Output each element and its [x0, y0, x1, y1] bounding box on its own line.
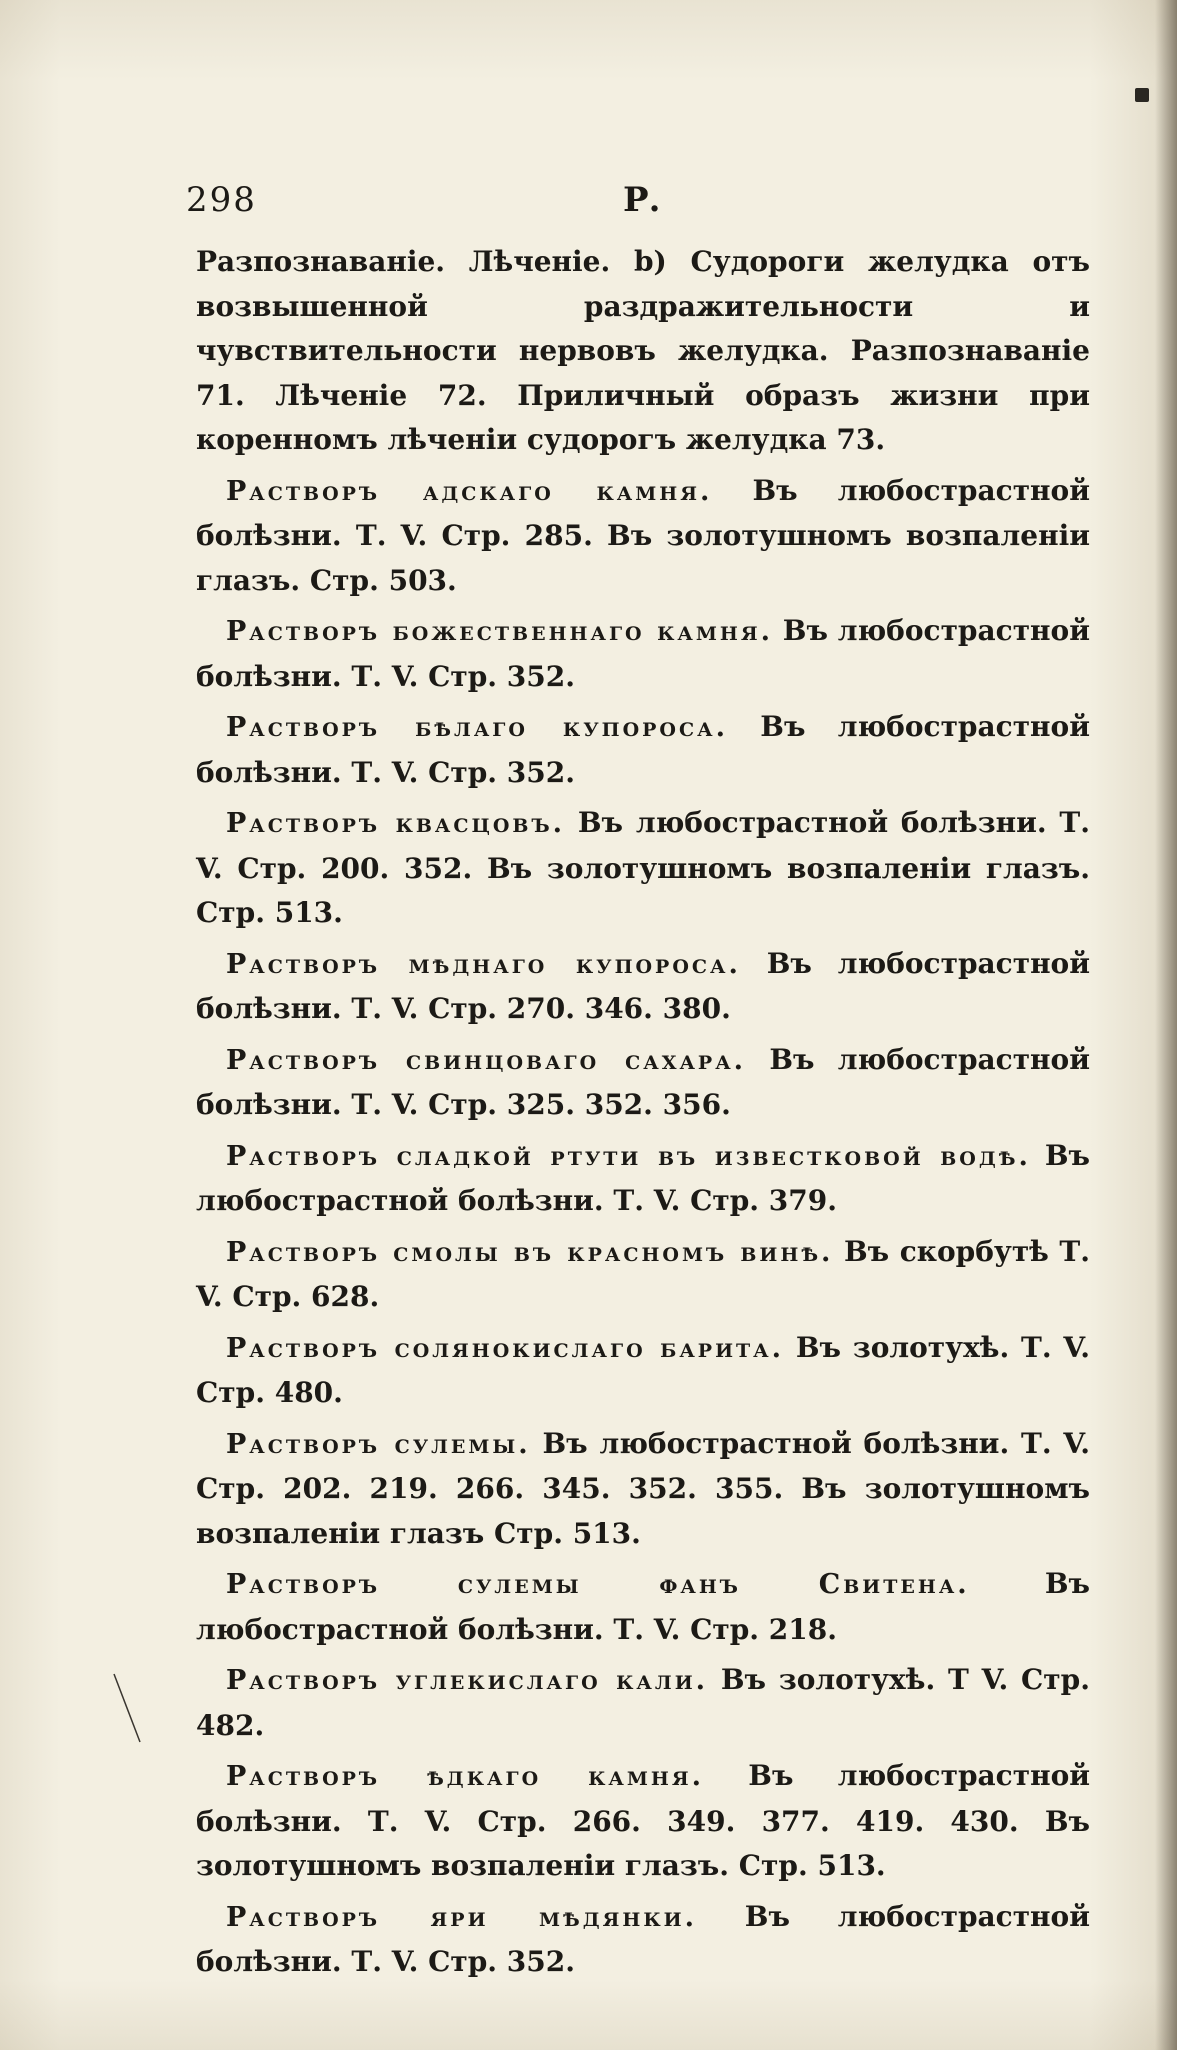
index-entry	[196, 801, 1090, 936]
entry-headword: Растворъ сладкой ртути въ известковой водѣ.	[226, 1140, 1031, 1172]
entry-headword: Растворъ бѣлаго купороса.	[226, 712, 728, 743]
entry-headword: Растворъ солянокислаго барита.	[226, 1332, 785, 1364]
entry-text: Въ любострастной болѣзни. Т. V. Стр. 352.	[196, 1899, 1090, 1978]
entry-text: Въ любострастной болѣзни. Т. V. Стр. 285. Въ золотушномъ возпаленіи глазъ. Стр. 503.	[196, 473, 1090, 597]
index-content	[196, 240, 1090, 1991]
entry-headword: Растворъ божественнаго камня.	[226, 616, 773, 647]
entry-text: Въ скорбутѣ Т. V. Стр. 628.	[196, 1234, 1091, 1313]
index-entry	[196, 942, 1090, 1032]
entry-headword: Растворъ смолы въ красномъ винѣ.	[226, 1236, 834, 1268]
ink-spot	[1135, 88, 1149, 102]
index-entry	[196, 1562, 1090, 1652]
index-entry	[196, 1422, 1090, 1557]
entry-text: Въ любострастной болѣзни. Т. V. Стр. 200. 352. Въ золотушномъ возпаленіи глазъ. Стр. 513.	[196, 806, 1090, 929]
index-entry	[196, 469, 1090, 604]
entry-headword: Растворъ свинцоваго сахара.	[226, 1044, 747, 1076]
entry-text: Въ любострастной болѣзни. Т. V. Стр. 202. 219. 266. 345. 352. 355. Въ золотушномъ возпаленіи глазъ Стр. 513.	[196, 1426, 1090, 1550]
entry-text: Въ любострастной болѣзни. Т. V. Стр. 270. 346. 380.	[196, 946, 1091, 1025]
index-entry	[196, 1230, 1090, 1320]
entry-headword: Растворъ квасцовъ.	[226, 808, 566, 839]
entry-headword: Растворъ сулемы.	[226, 1428, 531, 1460]
page-edge-shadow	[1155, 0, 1177, 2050]
entry-headword: Растворъ яри мѣдянки.	[226, 1901, 697, 1933]
entry-text: Въ любострастной болѣзни. Т. V. Стр. 218.	[196, 1567, 1091, 1646]
index-entry	[196, 1038, 1090, 1128]
index-entry	[196, 1134, 1090, 1224]
entry-text: Въ любострастной болѣзни. Т. V. Стр. 352.	[196, 710, 1090, 789]
entry-text: Въ любострастной болѣзни. Т. V. Стр. 325. 352. 356.	[196, 1042, 1090, 1121]
index-entry	[196, 1754, 1090, 1889]
entry-headword: Растворъ мѣднаго купороса.	[226, 948, 741, 980]
intro-paragraph: Разпознаваніе. Лѣченіе. b) Судороги желудка отъ возвышенной раздражительности и чувствительности нервовъ желудка. Разпознаваніе 71. Лѣченіе 72. Приличный образъ жизни при коренномъ лѣченіи судорогъ желудка 73.	[196, 245, 1090, 456]
index-entry	[196, 1326, 1090, 1416]
page-number: 298	[186, 180, 257, 220]
page-header	[186, 180, 1086, 230]
entry-text: Въ любострастной болѣзни. Т. V. Стр. 352.	[196, 614, 1090, 693]
entry-headword: Растворъ адскаго камня.	[226, 475, 713, 507]
running-head: Р.	[623, 180, 661, 220]
index-entry	[196, 609, 1090, 699]
entry-headword: Растворъ сулемы фанъ Свитена.	[226, 1569, 970, 1600]
entry-text: Въ любострастной болѣзни. Т. V. Стр. 266. 349. 377. 419. 430. Въ золотушномъ возпаленіи глазъ. Стр. 513.	[196, 1759, 1091, 1882]
entry-text: Въ золотухѣ. Т V. Стр. 482.	[196, 1663, 1090, 1742]
entry-text: Въ любострастной болѣзни. Т. V. Стр. 379.	[196, 1138, 1091, 1217]
entry-text: Въ золотухѣ. Т. V. Стр. 480.	[196, 1330, 1091, 1409]
entry-headword: Растворъ ѣдкаго камня.	[226, 1761, 704, 1792]
index-entry	[196, 1658, 1090, 1748]
index-entry	[196, 1895, 1090, 1985]
index-entry	[196, 705, 1090, 795]
margin-pencil-mark	[112, 1672, 142, 1744]
entry-headword: Растворъ углекислаго кали.	[226, 1665, 709, 1696]
